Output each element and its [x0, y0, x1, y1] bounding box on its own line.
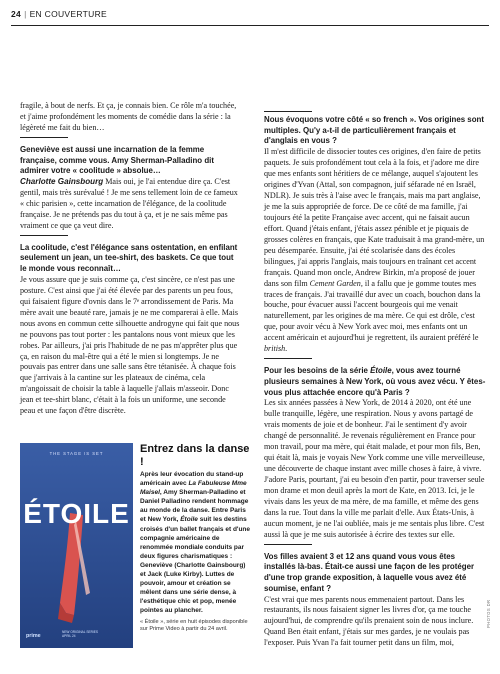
- question-rule: [264, 111, 312, 112]
- box-caption: « Étoile », série en huit épisodes disponible sur Prime Video à partir du 24 avril.: [140, 619, 248, 632]
- answer-text: .: [285, 344, 288, 354]
- question-rule: [20, 235, 68, 236]
- question-text: , vous avez tourné plusieurs semaines à New York, où vous avez vécu. Y êtes-vous plus attachée encore qu'à Paris ?: [264, 366, 486, 397]
- interview-question: Geneviève est aussi une incarnation de la femme française, comme vous. Amy Sherman-Palladino dit admirer votre « coolitude » absolue…: [20, 144, 214, 176]
- poster-title: ÉTOILE: [23, 498, 130, 529]
- answer-text: , il a fallu que je gomme toutes mes traces de français. J'ai travaillé dur avec un coach, bouchon dans la bouche, pour évacuer aussi l'accent bourgeois qui me venait naturellement, par les origines de ma mère. Ce qui est drôle, c'est que, pour avoir vécu à New York avec moi, mes enfants ont un accent américain et aujourd'hui je regrettent, ils auraient préféré le: [264, 278, 481, 343]
- box-text: [140, 443, 252, 616]
- emphasis-word: british: [264, 344, 286, 354]
- page-header: [11, 9, 489, 23]
- interview-answer: C'est vrai que mes parents nous emmenaient partout. Dans les restaurants, ils nous faisaient signer les livres d'or, ça me touche aujourd'hui, de comprendre qu'ils prenaient soin de nous inclure. Quand Ben était enfant, j'étais sur mes gardes, je ne voulais pas l'exposer. Puis Yvan l'a fait tourner petit dans un film, moi,: [264, 594, 474, 648]
- interview-question: La coolitude, c'est l'élégance sans ostentation, en enfilant seulement un jean, un tee-shirt, des baskets. Ce que tout le monde vous reconnaît…: [20, 242, 238, 274]
- question-rule: [20, 137, 68, 138]
- film-title: Cement Garden: [309, 278, 361, 288]
- poster-artwork: [20, 443, 133, 648]
- interview-answer: [264, 147, 486, 355]
- poster-tagline: THE STAGE IS SET: [49, 451, 104, 456]
- right-column: [264, 111, 486, 652]
- series-title: Étoile: [180, 516, 198, 524]
- series-title: Étoile: [370, 366, 392, 376]
- poster-release-text: NEW ORIGINAL SERIES APRIL 24: [62, 630, 99, 639]
- photo-credit: PHOTOS DR: [486, 599, 491, 628]
- box-text-part: suit les destins croisés d'un ballet français et d'une compagnie américaine de renommée mondiale conduits par deux figures charismatiques : Geneviève (Charlotte Gainsbourg) et Jack (Luke Kirby). Luttes de pouvoir, amour et création se mêlent dans une série dense, à l'esthétique chic et pop, menée pointes au plancher.: [140, 516, 251, 615]
- series-poster: [20, 443, 133, 648]
- interview-answer: Je vous assure que je suis comme ça, c'est sincère, ce n'est pas une posture. C'est ainsi que j'ai été élevée par des parents un peu fous, qui faisaient figure d'ovnis dans le 7ᵉ arrondissement de Paris. Ma mère avait une beauté rare, jamais je ne me comparerai à elle. Mais nous avons en commun cette silhouette androgyne qui fait que nous ne pouvons pas tout porter : les pantalons nous vont mieux que les robes. Par ailleurs, j'ai pris l'habitude de ne pas m'apprêter plus que ça, en raison du mal-être qui a été le mien si longtemps. Je ne pouvais pas entrer dans une salle sans être tétanisée. À chaque fois que j'arrivais à la cantine sur les plateaux de cinéma, cela m'angoissait de choisir la table à laquelle j'allais m'asseoir. Donc jean et tee-shirt blanc, c'était à la fois un uniforme, une seconde peau et une façon d'être discrète.: [20, 274, 240, 416]
- box-text-part: , Amy Sherman-Palladino et Daniel Palladino rendent hommage au monde de la danse. Entre Paris et New York,: [140, 489, 249, 524]
- interview-answer: Les six années passées à New York, de 2014 à 2020, ont été une bulle tranquille, légère, une respiration. Nous y avons partagé de vrais moments de joie et de bonheur. J'ai le sentiment d'y avoir changé de personnalité. Je revenais régulièrement en France pour mon travail, pour ma mère, qui était malade, et pour mon fils, Ben, qui était là, mais je voyais New York comme une ville merveilleuse, une découverte de chaque instant avec mille choses à faire, à vivre. J'adore Paris, pourtant, j'ai eu besoin d'en partir, pour traverser seule mon drame et mon deuil après la mort de Kate, en 2013. Ici, je le vivais dans les yeux de ma mère, de ma famille, et même des gens dans la rue. Tout dans la ville me parlait d'elle. Aux États-Unis, à aucun moment, je ne l'ai oubliée, mais je me sentais plus libre. C'est aussi là que je me suis autorisée à écrire des textes sur elle.: [264, 398, 485, 539]
- series-box: [20, 443, 251, 658]
- question-rule: [264, 358, 312, 359]
- page-number: 24: [11, 9, 22, 19]
- interview-answer: [20, 177, 240, 232]
- question-rule: [264, 544, 312, 545]
- box-text-part: Après leur évocation du stand-up américain avec: [140, 471, 244, 488]
- prime-logo: prime: [26, 633, 41, 639]
- answer-text: Il m'est difficile de dissocier toutes ces origines, d'en faire de petits paquets. Je suis profondément tout cela à la fois, et j'adore me dire que mes enfants sont héritiers de ce mélange, auquel s'ajoutent les origines d'Yvan (Attal, son compagnon, juif séfarade né en Israël, NDLR). Je suis très à l'aise avec le français, mais ma part anglaise, je me la suis appropriée de force. De ce côté de ma famille, j'ai toujours été la petite Française avec accent, qui ne faisait aucun effort. Quand j'étais enfant, j'étais assez pénible et je piquais de grosses colères en français, que Kate traduisait à ma grand-mère, un peu désemparée. Ensuite, j'ai été scolarisée dans des écoles bilingues, j'ai appris l'anglais, mais toujours en traînant cet accent français. Quand mon oncle, Andrew Birkin, m'a proposé de jouer dans son film: [264, 147, 485, 288]
- show-title: La Fabuleuse Mme Maisel: [140, 480, 247, 497]
- header-separator: |: [24, 9, 27, 19]
- speaker-name: Charlotte Gainsbourg: [20, 176, 104, 186]
- header-rule: [11, 25, 489, 26]
- interview-question: [264, 366, 486, 398]
- left-column: [20, 101, 240, 420]
- box-body: [140, 470, 252, 616]
- question-text: Pour les besoins de la série: [264, 366, 371, 376]
- answer-text: Mais oui, je l'ai entendue dire ça. C'est gentil, mais très surévalué ! Je me sens tellement loin de ce fameux « chic parisien », cette incarnation de l'élégance, de la coolitude française. Je ne prétends pas du tout à ça, et je ne sais même pas vraiment ce que ça veut dire.: [20, 176, 238, 230]
- interview-question: Vos filles avaient 3 et 12 ans quand vous vous êtes installés là-bas. Était-ce aussi une façon de les protéger d'une trop grande exposition, à laquelle vous avez été soumise, enfant ?: [264, 551, 475, 593]
- paragraph: fragile, à bout de nerfs. Et ça, je connais bien. Ce rôle m'a touchée, et j'aime profondément les moments de comédie dans la série : la légèreté me fait du bien…: [20, 101, 237, 132]
- section-label: EN COUVERTURE: [29, 9, 107, 19]
- box-title: Entrez dans la danse !: [140, 443, 250, 468]
- interview-question: Nous évoquons votre côté « so french ». Vos origines sont multiples. Qu'y a-t-il de particulièrement français et d'anglais en vous ?: [264, 115, 484, 146]
